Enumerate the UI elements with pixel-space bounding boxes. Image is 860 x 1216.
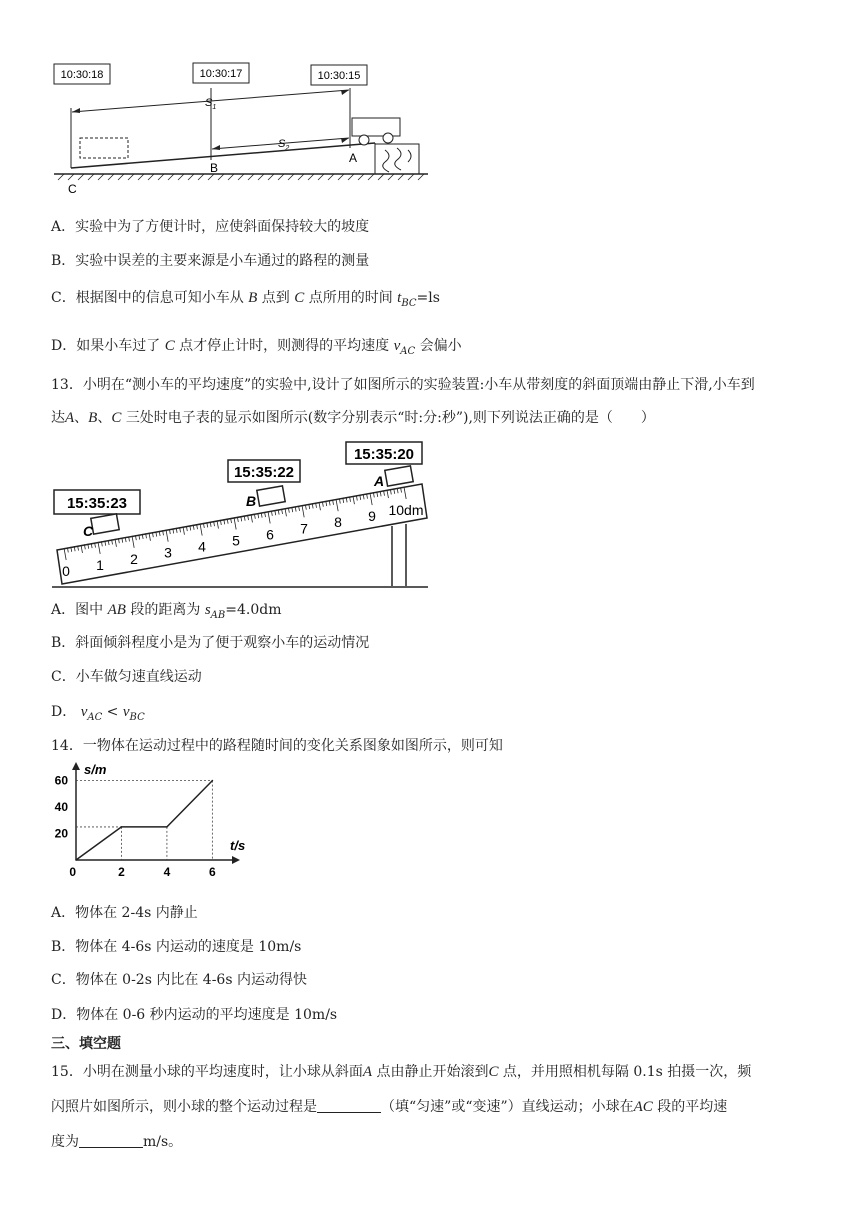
ruler-tick-label: 6 [266,526,274,543]
q14-option-d: D．物体在 0-6 秒内运动的平均速度是 10m/s [51,1007,338,1023]
cart-c-dashed [80,138,128,158]
q13-option-c: C．小车做匀速直线运动 [51,669,202,685]
cart-a [352,118,400,136]
data-point [212,780,214,782]
clock-b-time: 15:35:22 [233,464,295,481]
ruler-incline-figure [52,438,432,592]
s2-label: $S_2$ [278,138,290,152]
ruler-tick-label: 0 [62,563,70,579]
q13-stem-line1: 13．小明在“测小车的平均速度”的实验中,设计了如图所示的实验装置:小车从带刻度的斜面顶端由静止下滑,小车到 [51,377,755,393]
clock-c-time: 10:30:18 [60,69,104,81]
data-point [166,826,168,828]
y-axis-label: s/m [84,762,107,777]
clock-a-time: 15:35:20 [353,446,415,463]
s-t-chart [48,760,263,895]
ruler-tick-label: 10dm [388,502,424,518]
x-tick-label: 2 [118,865,125,879]
q14-option-b: B．物体在 4-6s 内运动的速度是 10m/s [51,939,302,955]
clock-b-time: 10:30:17 [199,68,243,80]
s1-label: $S_1$ [205,97,217,111]
point-a-label: A [374,473,385,489]
y-tick-label: 40 [54,800,68,815]
ground-hatching [58,174,424,180]
q14-option-a: A．物体在 2-4s 内静止 [51,905,198,921]
point-b-label: B [210,161,219,175]
cart-b [257,486,285,506]
q13-stem-line2: 达A、B、C 三处时电子表的显示如图所示(数字分别表示“时:分:秒”),则下列说法正确的是（ ） [51,410,655,426]
y-tick-label: 20 [54,826,68,841]
incline-figure-1 [52,60,432,195]
point-b-label: B [246,493,257,509]
q12-option-d: D．如果小车过了 C 点才停止计时，则测得的平均速度 $v_{AC}$ 会偏小 [51,338,462,357]
q15-line2: 闪照片如图所示，则小球的整个运动过程是 （填“匀速”或“变速”）直线运动；小球在AC 段的平均速 [51,1099,728,1115]
section-title: 三、填空题 [51,1036,121,1052]
ruler-tick-label: 1 [96,556,104,573]
q14-option-c: C．物体在 0-2s 内比在 4-6s 内运动得快 [51,972,307,988]
q15-line1: 15．小明在测量小球的平均速度时，让小球从斜面A 点由静止开始滚到C 点，并用照相机每隔 0.1s 拍摄一次，频 [51,1064,752,1080]
data-point [121,826,123,828]
point-c-label: C [68,182,77,195]
q14-stem: 14．一物体在运动过程中的路程随时间的变化关系图象如图所示，则可知 [51,738,503,754]
point-c-label: C [83,523,94,539]
q13-option-b: B．斜面倾斜程度小是为了便于观察小车的运动情况 [51,635,370,651]
ruler-tick-label: 2 [130,550,138,567]
x-tick-label: 4 [163,865,171,879]
x-tick-label: 6 [209,865,216,879]
answer-blank-1[interactable] [317,1098,381,1113]
q12-option-a: A．实验中为了方便计时，应使斜面保持较大的坡度 [51,219,370,235]
clock-a-time: 10:30:15 [317,70,361,82]
data-point [75,859,77,861]
point-a-label: A [349,151,358,165]
q12-option-b: B．实验中误差的主要来源是小车通过的路程的测量 [51,253,370,269]
cart-c [91,514,119,534]
ruler-tick-label: 7 [300,520,308,537]
series-line [76,781,212,860]
ruler-tick-label: 4 [198,538,206,555]
ruler-tick-label: 8 [334,514,342,531]
ruler-tick-label: 5 [232,532,240,549]
x-tick-label: 0 [69,865,76,879]
ruler-tick-label: 3 [164,544,172,561]
cart-a [385,466,413,486]
y-tick-label: 60 [54,773,68,788]
q13-option-a: A．图中 AB 段的距离为 $s_{AB}=4.0dm$ [51,602,282,621]
ruler-tick-label: 9 [368,508,376,525]
q13-option-d: D． $v_{AC} < v_{BC}$ [51,704,145,723]
clock-c-time: 15:35:23 [66,495,128,512]
q15-line3: 度为 m/s。 [51,1134,183,1150]
q12-option-c: C．根据图中的信息可知小车从 B 点到 C 点所用的时间 $t_{BC}=ls$ [51,290,440,309]
answer-blank-2[interactable] [79,1133,143,1148]
x-axis-label: t/s [230,838,246,853]
